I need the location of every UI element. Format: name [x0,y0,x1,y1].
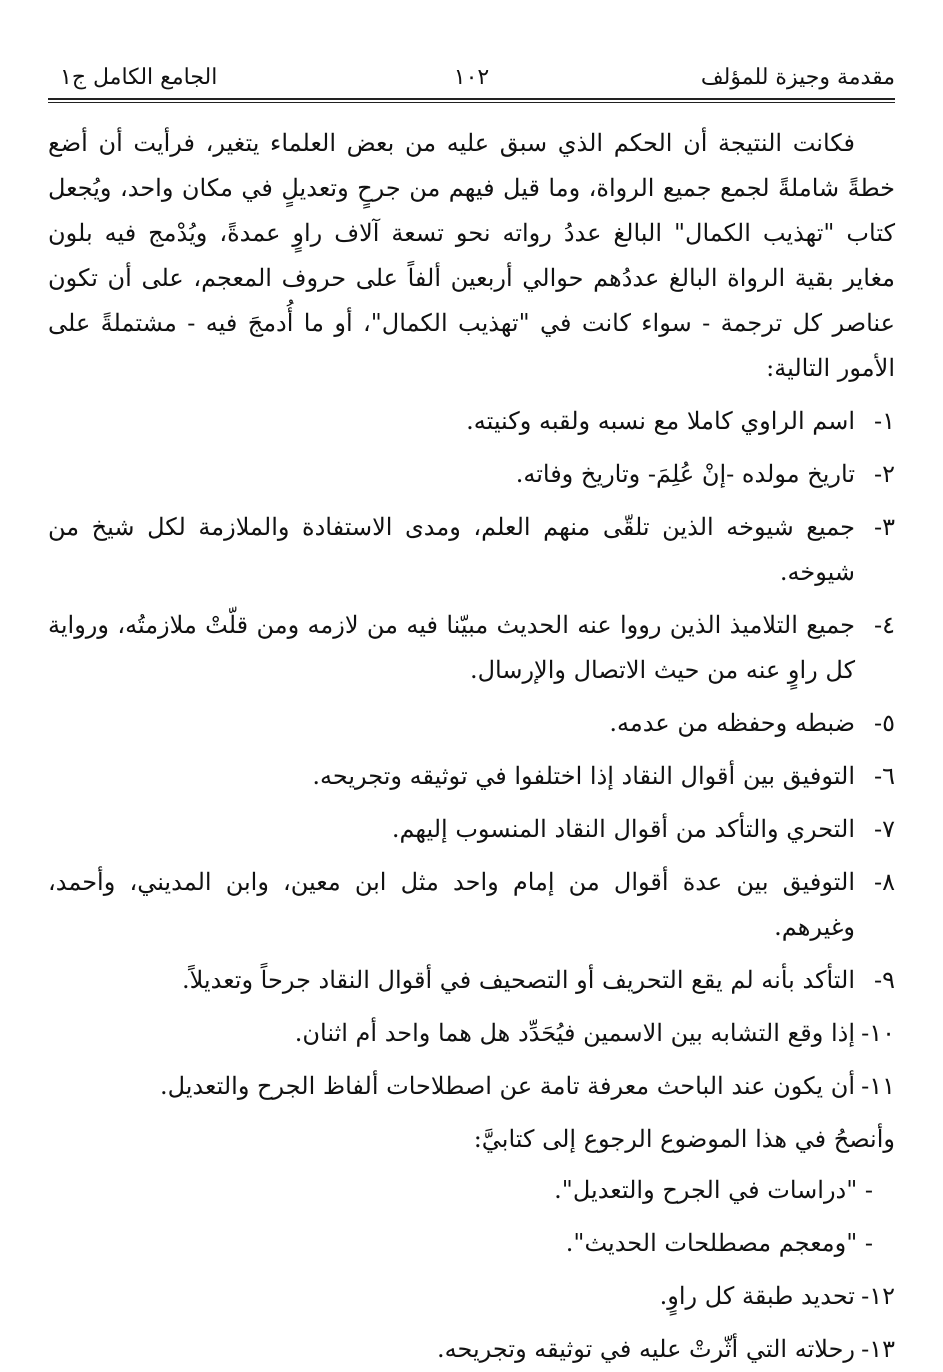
item-text: جميع شيوخه الذين تلقّى منهم العلم، ومدى الاستفادة والملازمة لكل شيخ من شيوخه. [48,513,855,586]
item-text: التوفيق بين عدة أقوال من إمام واحد مثل ابن معين، وابن المديني، وأحمد، وغيرهم. [48,868,855,941]
item-text: التوفيق بين أقوال النقاد إذا اختلفوا في توثيقه وتجريحه. [312,762,855,790]
item-number: ٩- [874,966,895,994]
item-number: ١٣- [861,1335,895,1363]
list-item [48,1327,895,1372]
item-text: أن يكون عند الباحث معرفة تامة عن اصطلاحات ألفاظ الجرح والتعديل. [159,1072,855,1100]
list-item [48,399,895,444]
item-number: ٤- [874,611,895,639]
list-item [48,807,895,852]
list-item [48,452,895,497]
item-text: التأكد بأنه لم يقع التحريف أو التصحيف في أقوال النقاد جرحاً وتعديلاً. [181,966,855,994]
item-text: إذا وقع التشابه بين الاسمين فيُحَدِّد هل هما واحد أم اثنان. [294,1019,855,1047]
list-item [48,701,895,746]
item-number: ٥- [874,709,895,737]
item-number: ١- [874,407,895,435]
item-number: ١١- [861,1072,895,1100]
book-title: الجامع الكامل ج١ [60,65,218,90]
item-text: تحديد طبقة كل راوٍ. [659,1282,855,1310]
list-item [48,603,895,693]
book-reference: - "ومعجم مصطلحات الحديث". [565,1229,873,1257]
page-number: ١٠٢ [453,65,490,90]
list-item [48,505,895,595]
requirements-list-continued [48,1274,895,1372]
item-number: ١٢- [861,1282,895,1310]
intro-paragraph: فكانت النتيجة أن الحكم الذي سبق عليه من بعض العلماء يتغير، فرأيت أن أضع خطةً شاملةً لجمع جميع الرواة، وما قيل فيهم من جرحٍ وتعديلٍ في مكان واحد، ويُجعل كتاب "تهذيب الكمال" البالغ عددُ رواته نحو تسعة آلاف راوٍ عمدةً، ويُدْمج فيه بلون مغاير بقية الرواة البالغ عددُهم حوالي أربعين ألفاً على حروف المعجم، على أن تكون عناصر كل ترجمة - سواء كانت في "تهذيب الكمال"، أو ما أُدمجَ فيه - مشتملةً على الأمور التالية: [48,129,896,382]
list-item [48,754,895,799]
book-reference: - "دراسات في الجرح والتعديل". [554,1176,873,1204]
recommendation-text: وأنصحُ في هذا الموضوع الرجوع إلى كتابيَّ: [473,1125,895,1153]
item-text: اسم الراوي كاملا مع نسبه ولقبه وكنيته. [466,407,855,435]
list-item [48,958,895,1003]
list-item [48,1011,895,1056]
chapter-title: مقدمة وجيزة للمؤلف [700,65,895,90]
item-text: رحلاته التي أثّرتْ عليه في توثيقه وتجريحه. [436,1335,855,1363]
item-number: ٦- [874,762,895,790]
item-text: التحري والتأكد من أقوال النقاد المنسوب إليهم. [391,815,855,843]
item-number: ٨- [874,868,895,896]
recommended-books [48,1168,895,1266]
list-item [48,1274,895,1319]
item-number: ٧- [874,815,895,843]
requirements-list [48,399,895,1109]
item-text: تاريخ مولده -إنْ عُلِمَ- وتاريخ وفاته. [515,460,855,488]
list-item [48,860,895,950]
item-text: جميع التلاميذ الذين رووا عنه الحديث مبيّنا فيه من لازمه ومن قلّتْ ملازمتُه، ورواية كل راوٍ عنه من حيث الاتصال والإرسال. [48,611,855,684]
item-number: ٣- [874,513,895,541]
running-header [48,58,895,98]
item-text: ضبطه وحفظه من عدمه. [609,709,855,737]
item-number: ٢- [874,460,895,488]
list-item [48,1064,895,1109]
page-body [48,121,895,1372]
header-divider [48,98,895,103]
item-number: ١٠- [861,1019,895,1047]
